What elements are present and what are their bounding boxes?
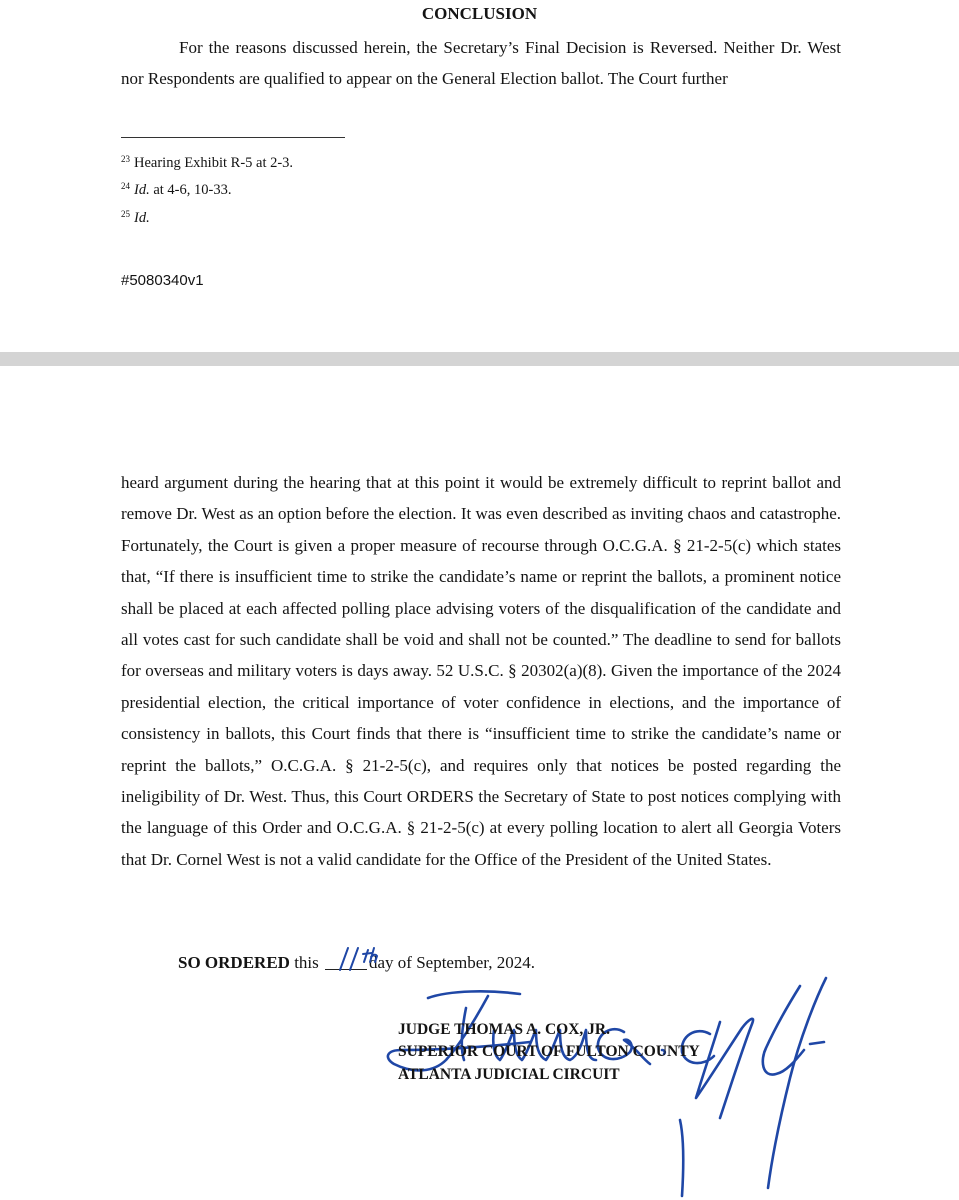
footnote-number: 23 — [121, 154, 130, 164]
conclusion-paragraph: For the reasons discussed herein, the Secretary’s Final Decision is Reversed. Neither Dr. West nor Respondents are qualified to appear on the General Election ballot. The Court further — [121, 38, 841, 89]
footnote-divider — [121, 137, 345, 138]
footnote-id-ref: Id. — [134, 182, 150, 198]
judge-name: JUDGE THOMAS A. COX, JR. — [398, 1021, 610, 1038]
so-ordered-label: SO ORDERED — [178, 953, 290, 972]
judge-signature — [380, 968, 840, 1200]
footnote-number: 25 — [121, 209, 130, 219]
footnote-text: at 4-6, 10-33. — [149, 182, 232, 198]
document-page-2 — [0, 366, 959, 1200]
order-paragraph: heard argument during the hearing that at this point it would be extremely difficult to reprint ballot and remove Dr. West as an option before the election. It was even described as inviting chaos and catastrophe. Fortunately, the Court is given a proper measure of recourse through O.C.G.A. § 21-2-5(c) which states that, “If there is insufficient time to strike the candidate’s name or reprint the ballots, a prominent notice shall be placed at each affected polling place advising voters of the disqualification of the candidate and all votes cast for such candidate shall be void and shall not be counted.” The deadline to send for ballots for overseas and military voters is days away. 52 U.S.C. § 20302(a)(8). Given the importance of the 2024 presidential election, the critical importance of voter confidence in elections, and the importance of consistency in ballots, this Court finds that there is “insufficient time to strike the candidate’s name or reprint the ballots,” O.C.G.A. § 21-2-5(c), and requires only that notices be posted regarding the ineligibility of Dr. West. Thus, this Court ORDERS the Secretary of State to post notices complying with the language of this Order and O.C.G.A. § 21-2-5(c) at every polling location to alert all Georgia Voters that Dr. Cornel West is not a valid candidate for the Office of the President of the United States. — [121, 473, 841, 869]
judge-circuit: ATLANTA JUDICIAL CIRCUIT — [398, 1066, 620, 1083]
document-page-1 — [0, 0, 959, 352]
footnote-24 — [121, 181, 231, 199]
footnote-text: Hearing Exhibit R-5 at 2-3. — [134, 155, 294, 171]
footnote-23 — [121, 154, 293, 172]
judge-court: SUPERIOR COURT OF FULTON COUNTY — [398, 1043, 700, 1060]
footnote-id-ref: Id. — [134, 210, 150, 226]
document-id: #5080340v1 — [121, 272, 204, 289]
so-ordered-date: day of September, 2024. — [369, 953, 535, 972]
footnote-number: 24 — [121, 181, 130, 191]
footnote-25 — [121, 209, 150, 227]
section-heading: CONCLUSION — [421, 4, 538, 23]
so-ordered-pre: this — [289, 953, 323, 972]
